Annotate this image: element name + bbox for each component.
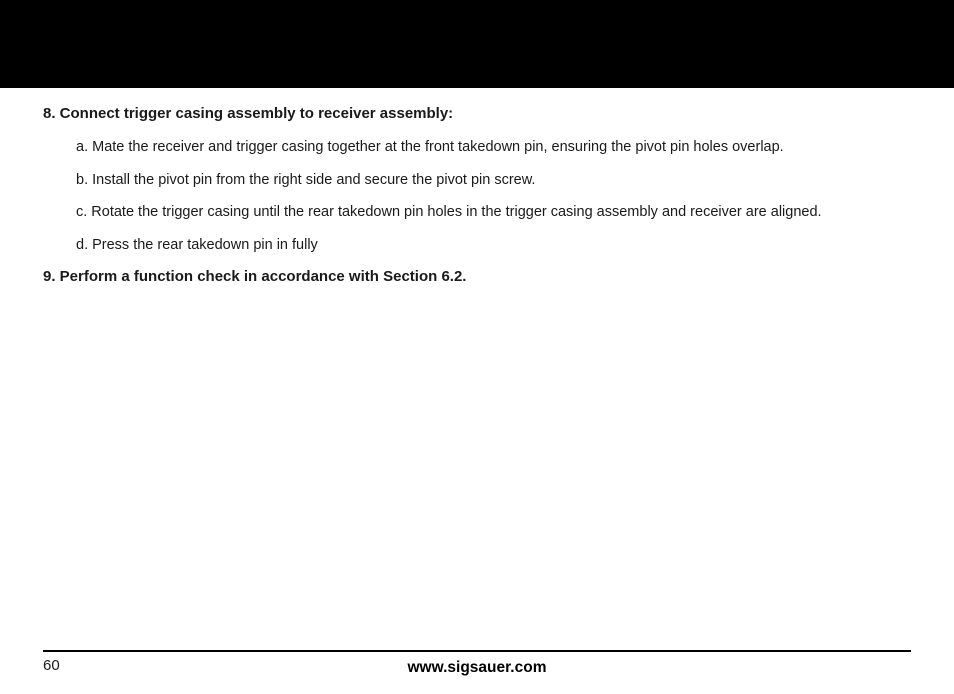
- step-8b: b. Install the pivot pin from the right side and secure the pivot pin screw.: [76, 171, 536, 188]
- page-number: 60: [43, 657, 60, 674]
- step-8d: d. Press the rear takedown pin in fully: [76, 236, 318, 253]
- step-8-heading: 8. Connect trigger casing assembly to receiver assembly:: [43, 105, 454, 122]
- step-9-heading: 9. Perform a function check in accordance with Section 6.2.: [43, 268, 467, 285]
- step-8c: c. Rotate the trigger casing until the rear takedown pin holes in the trigger casing assembly and receiver are aligned.: [76, 204, 822, 220]
- header-band: [0, 0, 954, 88]
- step-8a: a. Mate the receiver and trigger casing together at the front takedown pin, ensuring the pivot pin holes overlap.: [76, 139, 784, 155]
- footer-website-url: www.sigsauer.com: [407, 659, 547, 676]
- footer-divider: [43, 650, 911, 652]
- instructions-content: [43, 103, 923, 288]
